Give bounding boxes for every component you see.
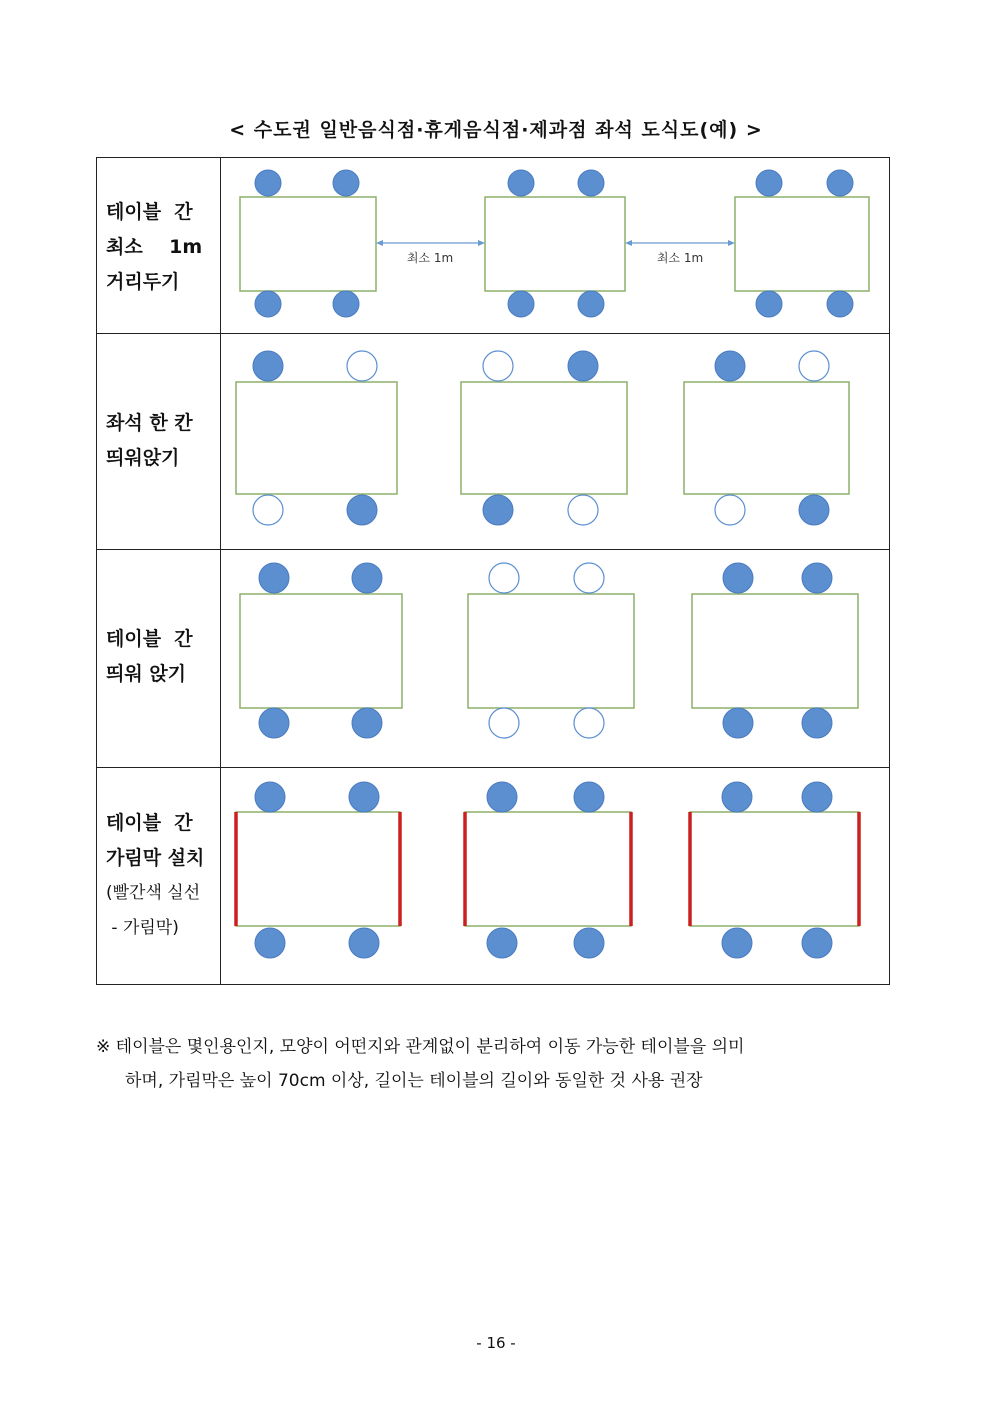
- label-line: 가림막 설치: [106, 847, 205, 869]
- footnote-line-2: 하며, 가림막은 높이 70cm 이상, 길이는 테이블의 길이와 동일한 것 사용 권장: [125, 1071, 703, 1091]
- row-alternate-seat: [97, 333, 889, 549]
- label-line: 띄워앉기: [106, 447, 180, 469]
- table-1: [236, 351, 397, 525]
- distance-label: 최소 1m: [406, 251, 454, 265]
- table-1: [236, 782, 400, 958]
- row-distance: [97, 158, 889, 333]
- scene-alternate-table: [221, 550, 889, 767]
- label-line: 최소 1m: [106, 236, 203, 258]
- scene-alternate-seat: [221, 334, 889, 549]
- table-2: [468, 563, 634, 738]
- row-label: [97, 550, 221, 767]
- footnote-line-1: ※ 테이블은 몇인용인지, 모양이 어떤지와 관계없이 분리하여 이동 가능한 테이블을 의미: [96, 1037, 745, 1057]
- page-title: < 수도권 일반음식점·휴게음식점·제과점 좌석 도식도(예) >: [229, 119, 763, 141]
- label-line: 테이블 간: [106, 201, 193, 223]
- distance-arrow-2: [625, 240, 735, 246]
- scene-distance: [221, 158, 889, 333]
- table-2: [461, 351, 627, 525]
- table-3: [735, 170, 869, 317]
- page-number: - 16 -: [476, 1334, 516, 1352]
- table-1: [240, 563, 402, 738]
- row-alternate-table: [97, 549, 889, 767]
- table-3: [684, 351, 849, 525]
- table-2: [465, 782, 631, 958]
- label-line: - 가림막): [106, 918, 179, 938]
- label-line: 띄워 앉기: [106, 663, 187, 685]
- distance-arrow-1: [376, 240, 485, 246]
- table-1: [240, 170, 376, 317]
- table-3: [692, 563, 858, 738]
- label-line: 테이블 간: [106, 812, 193, 834]
- footnote: [96, 1030, 896, 1098]
- row-label: [97, 334, 221, 549]
- row-label: [97, 158, 221, 333]
- seating-diagram-table: [96, 157, 890, 985]
- table-3: [690, 782, 859, 958]
- scene-partition: [221, 768, 889, 984]
- label-line: 좌석 한 칸: [106, 412, 193, 434]
- row-partition: [97, 767, 889, 984]
- row-label: [97, 768, 221, 984]
- label-line: (빨간색 실선: [106, 883, 201, 903]
- distance-label: 최소 1m: [656, 251, 704, 265]
- table-2: [485, 170, 625, 317]
- label-line: 테이블 간: [106, 628, 193, 650]
- label-line: 거리두기: [106, 271, 180, 293]
